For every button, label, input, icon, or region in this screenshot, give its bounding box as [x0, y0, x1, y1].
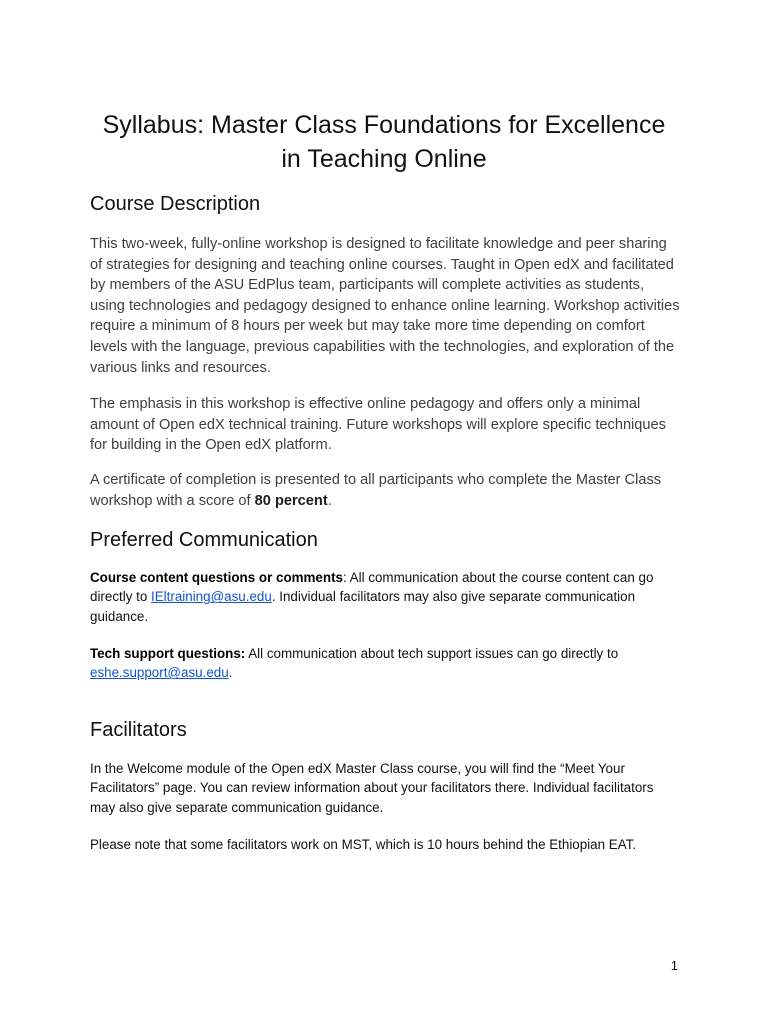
tech-support-text-end: .	[228, 665, 233, 681]
course-content-label: Course content questions or comments	[90, 570, 343, 585]
document-title: Syllabus: Master Class Foundations for Excellence in Teaching Online	[102, 111, 666, 173]
course-content-email-link[interactable]: IEltraining@asu.edu	[151, 589, 272, 605]
heading-preferred-communication: Preferred Communication	[90, 529, 318, 551]
facilitators-paragraph-1: In the Welcome module of the Open edX Master Class course, you will find the “Meet Your Facilitators” page. You can review information about your facilitators there. Individual facilitators may also give separate communication guidance.	[90, 761, 654, 815]
tech-support-text: All communication about tech support issues can go directly to	[245, 646, 619, 661]
course-description-paragraph-2: The emphasis in this workshop is effective online pedagogy and offers only a minimal amount of Open edX technical training. Future workshops will explore specific techniques for building in the Open edX platform.	[90, 396, 666, 454]
tech-support-email-link[interactable]: eshe.support@asu.edu	[90, 665, 229, 681]
course-content-text-end: . Individual facilitators may also give separate communication guidance.	[90, 589, 636, 624]
course-content-text: : All communication about the course content can go directly to	[90, 570, 654, 605]
facilitators-paragraph-2: Please note that some facilitators work on MST, which is 10 hours behind the Ethiopian EAT.	[90, 837, 637, 852]
heading-facilitators: Facilitators	[90, 719, 187, 741]
course-description-paragraph-1: This two-week, fully-online workshop is designed to facilitate knowledge and peer sharing of strategies for designing and teaching online courses. Taught in Open edX and facilitated by members of the ASU EdPlus team, participants will complete activities as students, using technologies and pedagogy designed to enhance online learning. Workshop activities require a minimum of 8 hours per week but may take more time depending on comfort levels with the language, previous capabilities with the technologies, and exploration of the various links and resources.	[90, 236, 680, 376]
tech-support-label: Tech support questions:	[90, 646, 246, 661]
tech-support-contact-paragraph	[90, 644, 682, 683]
certificate-text: A certificate of completion is presented to all participants who complete the Master Class workshop with a score of	[90, 472, 662, 509]
course-description-paragraph-3	[90, 470, 682, 511]
certificate-text-end: .	[327, 492, 332, 509]
certificate-score: 80 percent	[254, 492, 328, 509]
heading-course-description: Course Description	[90, 193, 261, 215]
course-content-contact-paragraph	[90, 568, 682, 626]
page-number: 1	[670, 958, 678, 973]
